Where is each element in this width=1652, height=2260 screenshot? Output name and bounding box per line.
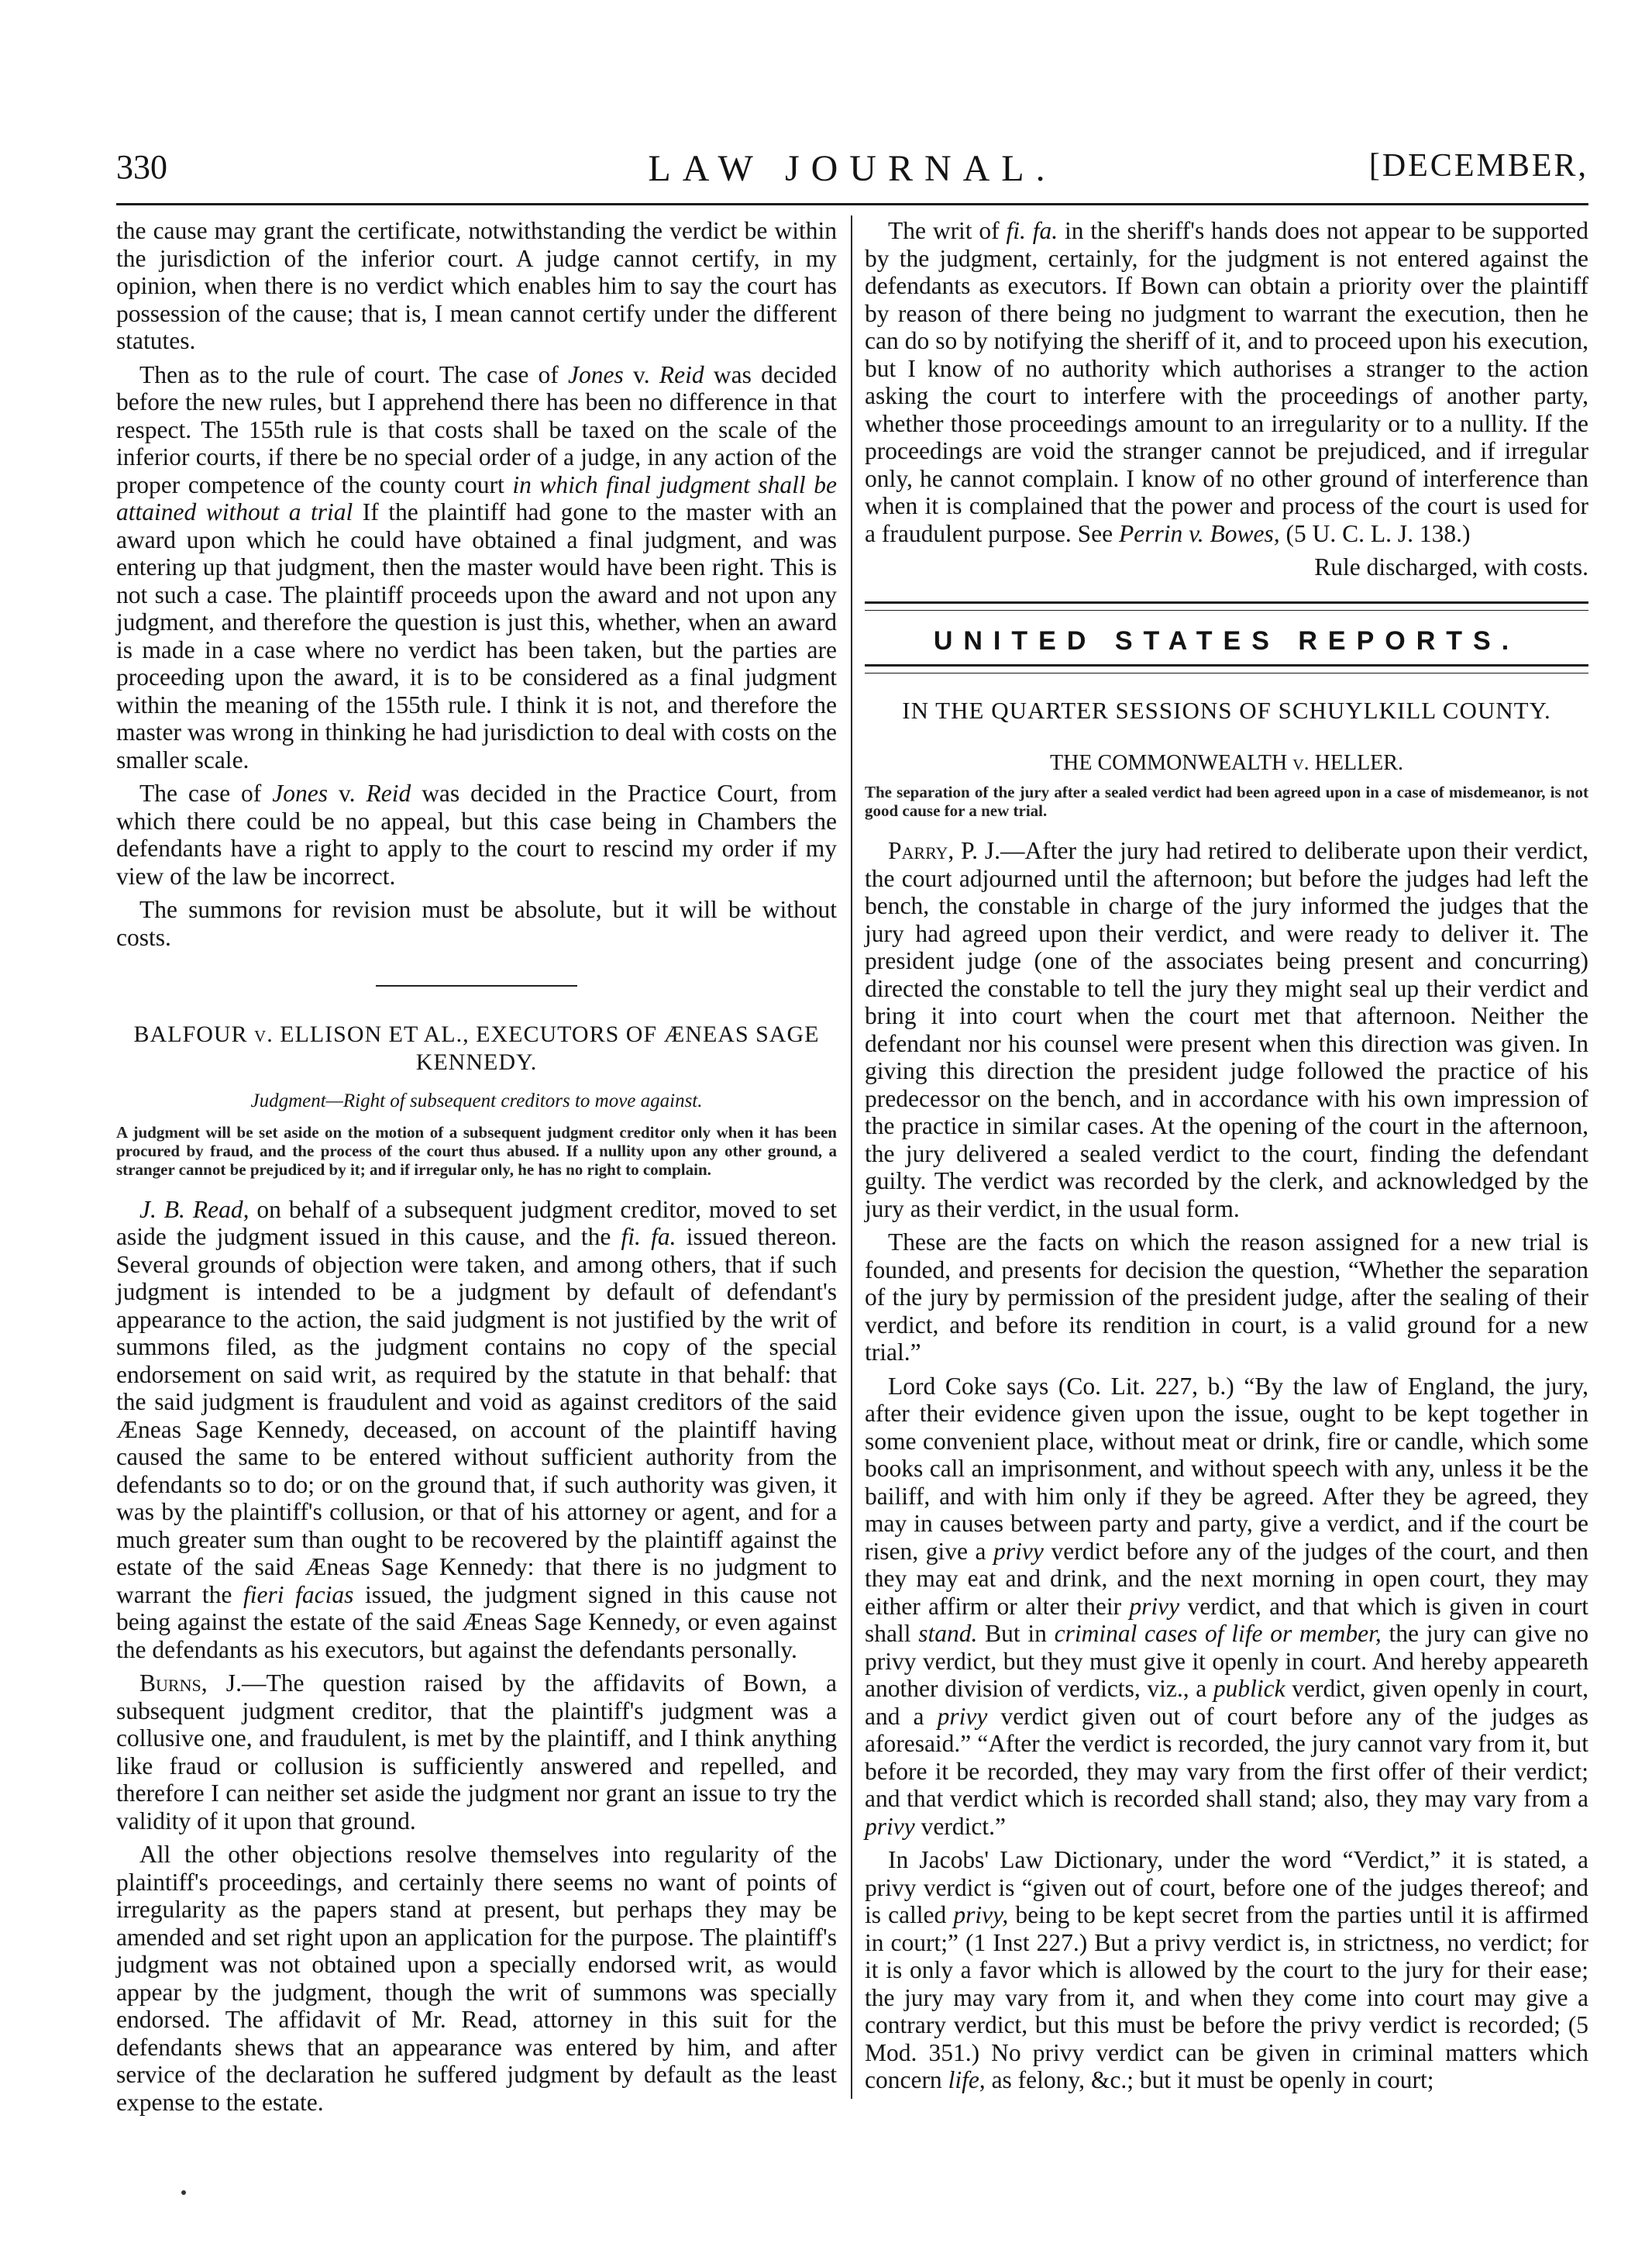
paragraph: Lord Coke says (Co. Lit. 227, b.) “By the law of England, the jury, after their evidence given upon the issue, ought to be kept together in some convenient place, without meat or drink, fire or candle, which some books call an imprisonment, and without speech with any, unless it be the bailiff, and with him only if they be agreed. After they be agreed, they may in causes between party and party, give a verdict, and if the court be risen, give a privy verdict before any of the judges of the court, and then they may eat and drink, and the next morning in open court, they may either affirm or alter their privy verdict, and that which is given in court shall stand. But in criminal cases of life or member, the jury can give no privy verdict, but they must give it openly in court. And hereby appeareth another division of verdicts, viz., a publick verdict, given openly in court, and a privy verdict given out of court before any of the judges as aforesaid.” “After the verdict is recorded, the jury cannot vary from it, but before it be recorded, they may vary from the first offer of their verdict; and that verdict which is recorded shall stand; also, they may vary from a privy verdict.” [865, 1372, 1589, 1840]
paragraph: The case of Jones v. Reid was decided in the Practice Court, from which there could be no appeal, but this case being in Chambers the defendants have a right to apply to the court to rescind my order if my view of the law be incorrect. [116, 780, 838, 890]
section-rule [865, 601, 1588, 611]
paragraph: J. B. Read, on behalf of a subsequent judgment creditor, moved to set aside the judgment issued in this cause, and the fi. fa. issued thereon. Several grounds of objection were taken, and among others, that if such judgment is intended to be a judgment by default of defendant's appearance to the action, the said judgment is not justified by the writ of summons filed, as the judgment contains no copy of the special endorsement on said writ, as required by the statute in that behalf: that the said judgment is fraudulent and void as against creditors of the said Æneas Sage Kennedy, deceased, on account of the plaintiff having caused the same to be entered without sufficient authority from the defendants so to do; or on the ground that, if such authority was given, it was by the plaintiff's collusion, or that of his attorney or agent, and for a much greater sum than ought to be recovered by the plaintiff against the estate of the said Æneas Sage Kennedy: that there is no judgment to warrant the fieri facias issued, the judgment signed in this cause not being against the estate of the said Æneas Sage Kennedy, or even against the defendants as his executors, but against the defendants personally. [116, 1195, 837, 1663]
issue-month: [DECEMBER, [1368, 148, 1588, 184]
case-title: BALFOUR v. ELLISON ET AL., EXECUTORS OF ÆNEAS SAGE KENNEDY. [133, 1021, 820, 1075]
court-heading: IN THE QUARTER SESSIONS OF SCHUYLKILL COUNTY. [902, 697, 1551, 724]
paragraph: Parry, P. J.—After the jury had retired to deliberate upon their verdict, the court adjourned until the afternoon; but before the judges had left the bench, the constable in charge of the jury informed the judges that the jury had agreed upon their verdict, and were ready to deliver it. The president judge (one of the associates being present and concurring) directed the constable to tell the jury they might seal up their verdict and bring it into court when the court met that afternoon. Neither the defendant nor his counsel were present when this direction was given. In giving this direction the president judge followed the practice of his predecessor on the bench, and in accordance with his own impression of the practice in similar cases. At the opening of the court in the afternoon, the jury delivered a sealed verdict to the court, finding the defendant guilty. The verdict was recorded by the clerk, and acknowledged by the jury as their verdict, in the usual form. [865, 837, 1589, 1222]
left-column [116, 217, 837, 2122]
rule-discharged: Rule discharged, with costs. [1314, 553, 1588, 581]
ink-speck [181, 2190, 186, 2195]
journal-title: LAW JOURNAL. [648, 148, 1057, 189]
case-title: THE COMMONWEALTH v. HELLER. [1050, 750, 1403, 775]
case-divider [376, 985, 577, 987]
section-title: UNITED STATES REPORTS. [933, 625, 1520, 656]
paragraph: The writ of fi. fa. in the sheriff's hands does not appear to be supported by the judgment, certainly, for the judgment is not entered against the defendants as executors. If Bown can obtain a priority over the plaintiff by reason of there being no judgment to warrant the execution, then he can do so by notifying the sheriff of it, and to proceed upon his execution, but I know of no authority which authorises a stranger to the action asking the court to interfere with the proceedings of another party, whether those proceedings amount to an irregularity or to a nullity. If the proceedings are void the stranger cannot be prejudiced, and if irregular only, he cannot complain. I know of no other ground of interference than when it is complained that the power and process of the court is used for a fraudulent purpose. See Perrin v. Bowes, (5 U. C. L. J. 138.) [865, 217, 1588, 547]
paragraph: In Jacobs' Law Dictionary, under the word “Verdict,” it is stated, a privy verdict is “given out of court, before one of the judges thereof; and is called privy, being to be kept secret from the parties until it is affirmed in court;” (1 Inst 227.) But a privy verdict is, in strictness, no verdict; for it is only a favor which is allowed by the court to the jury for their ease; the jury may vary from it, and when they come into court may give a contrary verdict, but this must be before the privy verdict is recorded; (5 Mod. 351.) No privy verdict can be given in criminal matters which concern life, as felony, &c.; but it must be openly in court; [865, 1846, 1588, 2093]
case-subtitle: Judgment—Right of subsequent creditors to move against. [250, 1090, 703, 1111]
paragraph: Then as to the rule of court. The case of Jones v. Reid was decided before the new rules, but I apprehend there has been no difference in that respect. The 155th rule is that costs shall be taxed on the scale of the inferior courts, if there be no special order of a judge, in any action of the proper competence of the county court in which final judgment shall be attained without a trial If the plaintiff had gone to the master with an award upon which he could have obtained a final judgment, and was entering up that judgment, then the master would have been right. This is not such a case. The plaintiff proceeds upon the award and not upon any judgment, and therefore the question is just this, whether, when an award is made in a case where no verdict has been taken, but the parties are proceeding upon the award, it is to be considered as a final judgment within the meaning of the 155th rule. I think it is not, and therefore the master was wrong in thinking he had jurisdiction to deal with costs on the smaller scale. [116, 360, 838, 773]
column-divider [851, 215, 852, 2099]
page-header [116, 147, 1588, 202]
header-rule [116, 203, 1588, 205]
section-rule [865, 664, 1588, 674]
case-headnote: A judgment will be set aside on the motion of a subsequent judgment creditor only when it has been procured by fraud, and the process of the court thus abused. If a nullity upon any other ground, a stranger cannot be prejudiced by it; and if irregular only, he has no right to complain. [116, 1122, 837, 1179]
paragraph: Burns, J.—The question raised by the affidavits of Bown, a subsequent judgment creditor, that the plaintiff's judgment was a collusive one, and fraudulent, is met by the plaintiff, and I think anything like fraud or collusion is sufficiently answered and repelled, and therefore I can neither set aside the judgment nor grant an issue to try the validity of it upon that ground. [116, 1669, 837, 1835]
right-column [865, 217, 1588, 2100]
paragraph: The summons for revision must be absolute, but it will be without costs. [116, 896, 837, 951]
paragraph: All the other objections resolve themselves into regularity of the plaintiff's proceedings, and certainly there seems no want of points of irregularity as the papers stand at present, but perhaps they may be amended and set right upon an application for the purpose. The plaintiff's judgment was not obtained upon a specially endorsed writ, as would appear by the judgment, though the writ of summons was specially endorsed. The affidavit of Mr. Read, attorney in this suit for the defendants shews that an appearance was entered by him, and after service of the declaration he suffered judgment by default as the least expense to the estate. [116, 1841, 837, 2116]
paragraph: These are the facts on which the reason assigned for a new trial is founded, and presents for decision the question, “Whether the separation of the jury by permission of the president judge, after the sealing of their verdict, and before its rendition in court, is a valid ground for a new trial.” [865, 1228, 1588, 1366]
page-number: 330 [116, 148, 167, 186]
case-headnote: The separation of the jury after a sealed verdict had been agreed upon in a case of misdemeanor, is not good cause for a new trial. [865, 783, 1588, 820]
paragraph: the cause may grant the certificate, notwithstanding the verdict be within the jurisdiction of the inferior court. A judge cannot certify, in my opinion, when there is no verdict which enables him to say the court has possession of the cause; that is, I mean cannot certify under the different statutes. [116, 217, 837, 354]
